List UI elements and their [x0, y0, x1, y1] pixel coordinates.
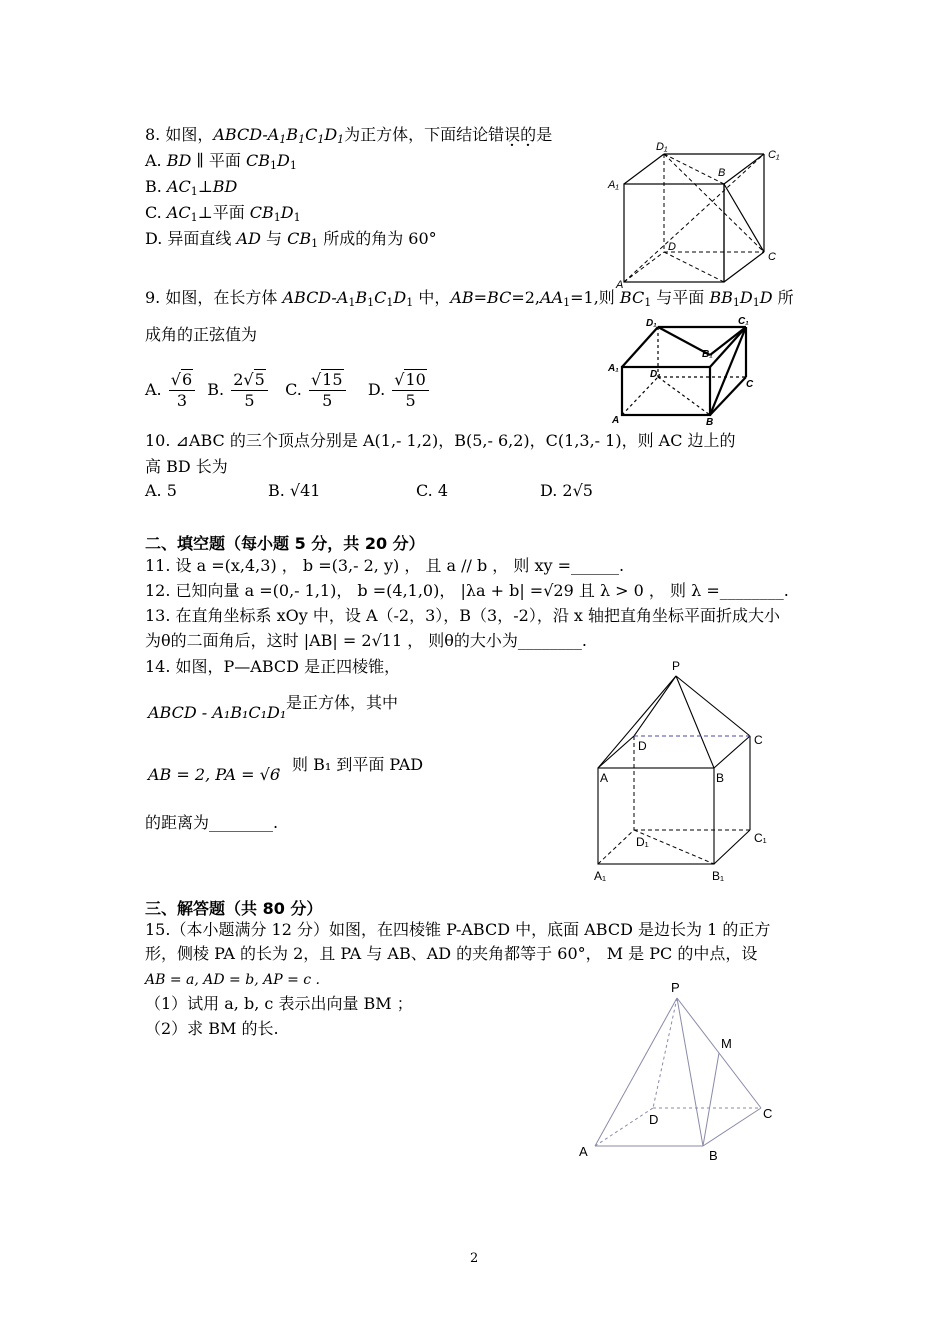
page-number: 2	[470, 1251, 479, 1266]
q9-options: A. $\frac{√6}{3}$ B. $\frac{2√5}{5}$ C. $\frac{√15}{5}$ D. $\frac{√10}{5}$	[145, 370, 431, 411]
q9-line2: 成角的正弦值为	[145, 325, 258, 344]
label-C: C	[768, 251, 776, 263]
label-C1: C₁	[768, 149, 780, 161]
label-C: C	[763, 1106, 773, 1121]
label-A: A	[600, 771, 609, 785]
label-B: B	[718, 167, 726, 179]
label-D1: D₁	[646, 318, 657, 329]
label-C: C	[746, 379, 754, 390]
label-P: P	[672, 659, 681, 673]
section-fill-in-title: 二、填空题（每小题 5 分，共 20 分）	[145, 534, 425, 553]
q14-line3a: AB = 2, PA = √6	[148, 765, 281, 784]
label-D: D	[649, 1112, 659, 1127]
q8-option-a: A. BD ∥ 平面 $CB_1D_1$	[145, 151, 297, 172]
q9-frac-d: $\frac{√10}{5}$	[392, 370, 429, 411]
q8-option-b: B. $AC_1\perp BD$	[145, 177, 238, 198]
section-answer-title: 三、解答题（共 80 分）	[145, 899, 323, 918]
label-P: P	[671, 980, 680, 995]
q15-line5: （2）求 BM 的长.	[145, 1019, 279, 1038]
label-A: A	[616, 279, 624, 291]
label-A1: A₁	[608, 179, 619, 191]
label-D: D	[668, 241, 676, 253]
q9-frac-c: $\frac{√15}{5}$	[309, 370, 346, 411]
q10-option-b: B. √41	[268, 481, 321, 500]
q8-option-c: C. $AC_1\perp$平面 $CB_1D_1$	[145, 203, 301, 224]
q8-stem: 8. 如图，ABCD-$A_1B_1C_1D_1$为正方体，下面结论错误的是	[145, 125, 553, 146]
q9-line1: 9. 如图，在长方体 ABCD-$A_1B_1C_1D_1$ 中，$AB=BC=2,AA_1=1$,则 $BC_1$ 与平面 $BB_1D_1D$ 所	[145, 288, 794, 309]
q14-line3b: ，则 B₁ 到平面 PAD	[276, 755, 424, 774]
q13-line2: 为θ的二面角后，这时 |AB| = 2√11 ， 则θ的大小为________.	[145, 631, 588, 650]
q13-line1: 13. 在直角坐标系 xOy 中，设 A（-2，3），B（3，-2），沿 x 轴把直角坐标平面折成大小	[145, 606, 781, 625]
q15-line1: 15.（本小题满分 12 分）如图，在四棱锥 P-ABCD 中，底面 ABCD 是边长为 1 的正方	[145, 920, 771, 939]
q15-pyramid-figure	[575, 978, 795, 1168]
label-A1: A₁	[608, 363, 619, 374]
label-B1: B₁	[702, 349, 713, 360]
label-C1: C₁	[754, 831, 767, 845]
q9-frac-b: $\frac{2√5}{5}$	[231, 370, 268, 411]
q8-cube-figure	[600, 138, 800, 291]
label-D1: D₁	[636, 835, 649, 849]
q15-line2: 形，侧棱 PA 的长为 2，且 PA 与 AB、AD 的夹角都等于 60°， M 是 PC 的中点，设	[145, 944, 758, 963]
label-D: D	[638, 739, 647, 753]
q14-pyramid-cube-figure	[590, 656, 790, 886]
q11: 11. 设 a =(x,4,3) ， b =(3,- 2, y) ， 且 a // b ， 则 xy =______.	[145, 556, 625, 575]
q10-option-a: A. 5	[145, 481, 177, 500]
q9-frac-a: $\frac{√6}{3}$	[169, 370, 195, 411]
q15-line3: AB = a, AD = b, AP = c .	[145, 972, 321, 988]
q10-option-c: C. 4	[416, 481, 449, 500]
q14-line2a: ABCD - A₁B₁C₁D₁	[148, 703, 287, 722]
q14-line4: 的距离为________.	[145, 813, 279, 832]
q14-line1: 14. 如图，P—ABCD 是正四棱锥，	[145, 657, 401, 676]
q12: 12. 已知向量 a =(0,- 1,1)， b =(4,1,0)， |λa + b| =√29 且 λ > 0 ， 则 λ =________.	[145, 581, 789, 600]
q10-line1: 10. ⊿ABC 的三个顶点分别是 A(1,- 1,2)，B(5,- 6,2)，C(1,3,- 1)，则 AC 边上的	[145, 431, 736, 450]
q8-option-d: D. 异面直线 AD 与 $CB_1$ 所成的角为 60°	[145, 229, 437, 250]
label-A: A	[579, 1144, 588, 1159]
q9-box-figure	[606, 315, 766, 428]
label-C: C	[754, 733, 763, 747]
label-B: B	[716, 771, 725, 785]
label-C1: C₁	[738, 316, 749, 327]
label-A1: A₁	[594, 869, 607, 883]
q15-line4: （1）试用 a, b, c 表示出向量 BM ；	[145, 994, 413, 1013]
q10-line2: 高 BD 长为	[145, 457, 228, 476]
label-B: B	[709, 1148, 718, 1163]
label-D1: D₁	[656, 141, 668, 153]
label-A: A	[612, 415, 620, 426]
q14-line2b: 是正方体，其中	[286, 693, 399, 712]
label-B1: B₁	[712, 869, 725, 883]
q10-option-d: D. 2√5	[540, 481, 593, 500]
label-B: B	[706, 417, 714, 428]
label-M: M	[721, 1036, 732, 1051]
label-D: D₁	[650, 369, 661, 380]
